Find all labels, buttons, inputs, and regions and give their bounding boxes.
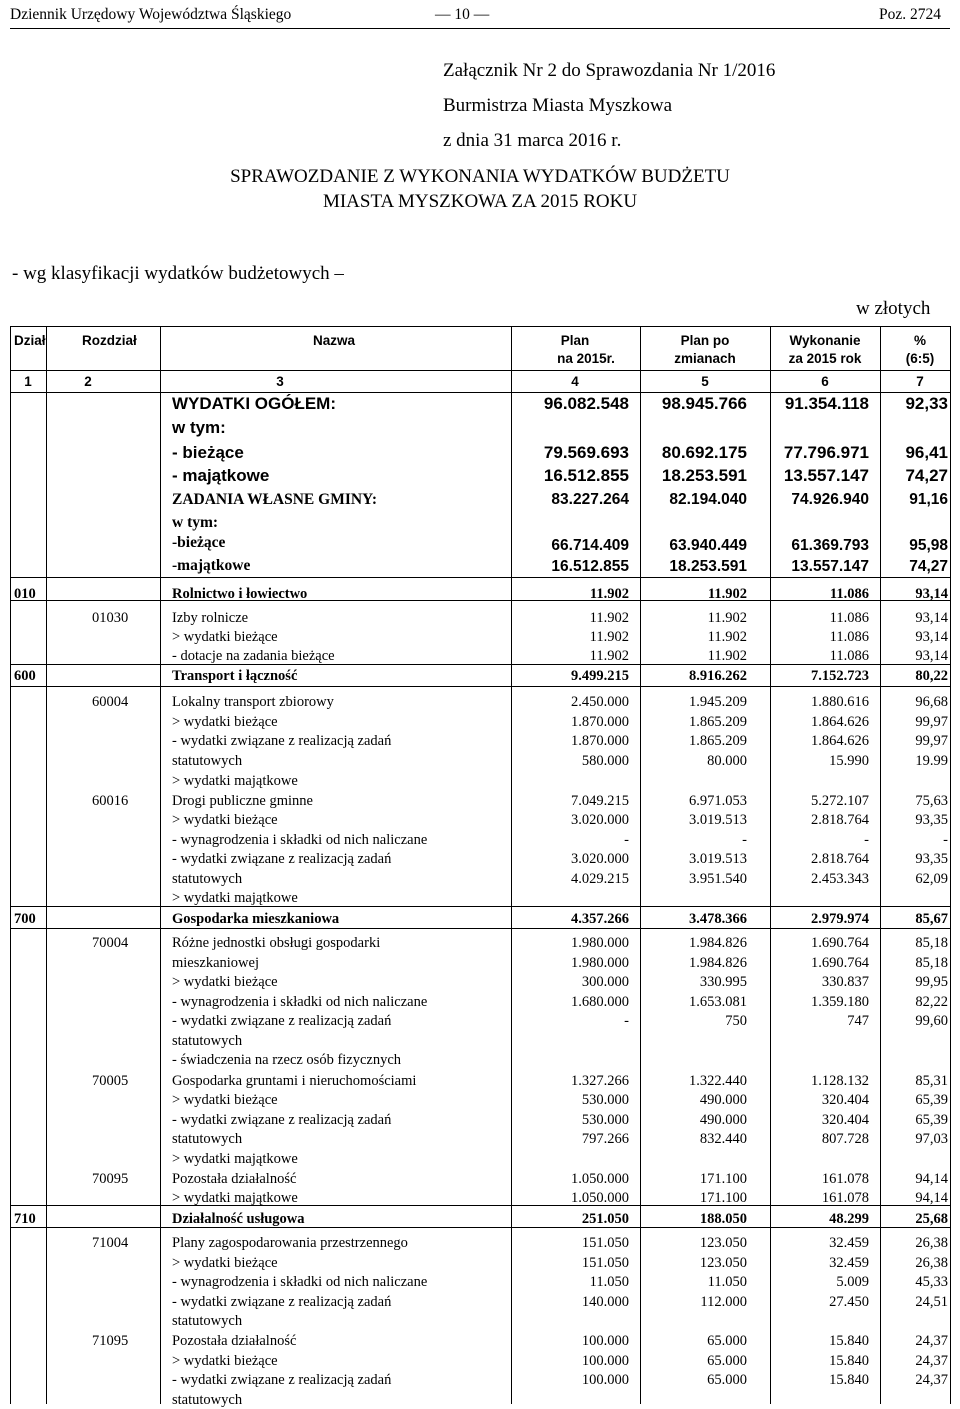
plan-po-value: 1.984.826 xyxy=(689,955,747,971)
wykonanie-value: 27.450 xyxy=(829,1294,869,1310)
row-name: > wydatki bieżące xyxy=(172,974,278,990)
table-rule xyxy=(10,370,950,371)
dzial-name: Transport i łączność xyxy=(172,668,298,684)
plan-po-value: 1.865.209 xyxy=(689,714,747,730)
plan-po-value: 1.322.440 xyxy=(689,1073,747,1089)
wykonanie-value: 15.840 xyxy=(829,1333,869,1349)
colnum-4: 4 xyxy=(571,374,579,389)
row-name: > wydatki bieżące xyxy=(172,714,278,730)
row-name: - wydatki związane z realizacją zadań xyxy=(172,1294,392,1310)
rozdzial-code: 60016 xyxy=(92,793,129,809)
majatkowe-percent: 74,27 xyxy=(905,466,948,485)
position-number: Poz. 2724 xyxy=(879,6,941,23)
total-plan-po: 98.945.766 xyxy=(661,394,747,413)
plan-po-value: 65.000 xyxy=(707,1353,747,1369)
plan-po-value: 750 xyxy=(725,1013,747,1029)
percent-value: 19.99 xyxy=(915,753,948,769)
percent-value: 93,14 xyxy=(915,586,948,602)
colnum-5: 5 xyxy=(701,374,709,389)
percent-value: 24,37 xyxy=(915,1372,948,1388)
percent-value: 80,22 xyxy=(915,668,948,684)
percent-value: 24,51 xyxy=(915,1294,948,1310)
header-nazwa: Nazwa xyxy=(313,333,356,348)
plan-value: 11.902 xyxy=(589,629,629,645)
plan-po-value: 3.019.513 xyxy=(689,812,747,828)
percent-value: 85,67 xyxy=(915,911,948,927)
row-name: - dotacje na zadania bieżące xyxy=(172,648,335,664)
plan-po-value: 65.000 xyxy=(707,1333,747,1349)
table-rule xyxy=(10,577,950,578)
colnum-1: 1 xyxy=(24,374,32,389)
row-name: statutowych xyxy=(172,871,243,887)
row-name: - wydatki związane z realizacją zadań xyxy=(172,1372,392,1388)
plan-po-value: 11.902 xyxy=(707,586,747,602)
plan-value: 4.357.266 xyxy=(571,911,629,927)
percent-value: 62,09 xyxy=(915,871,948,887)
table-rule xyxy=(10,1205,950,1206)
classification-note: - wg klasyfikacji wydatków budżetowych – xyxy=(12,263,344,284)
header-percent-formula: (6:5) xyxy=(905,351,935,366)
plan-value: 100.000 xyxy=(581,1353,629,1369)
total-biezace-label: - bieżące xyxy=(172,443,244,462)
zadania-majatkowe-label: -majątkowe xyxy=(172,557,251,574)
wykonanie-value: 2.818.764 xyxy=(811,812,869,828)
percent-value: 99,97 xyxy=(915,733,948,749)
row-name: Izby rolnicze xyxy=(172,610,249,626)
plan-value: 2.450.000 xyxy=(571,694,629,710)
plan-value: 1.980.000 xyxy=(571,935,629,951)
row-name: - wydatki związane z realizacją zadań xyxy=(172,851,392,867)
zm-percent: 74,27 xyxy=(909,558,948,575)
total-wtym: w tym: xyxy=(172,418,226,437)
wykonanie-value: 1.128.132 xyxy=(811,1073,869,1089)
colnum-7: 7 xyxy=(916,374,924,389)
dzial-code: 700 xyxy=(14,911,36,927)
plan-po-value: 490.000 xyxy=(699,1112,747,1128)
report-title-line-2: MIASTA MYSZKOWA ZA 2015 ROKU xyxy=(322,191,638,212)
wykonanie-value: 11.086 xyxy=(829,629,869,645)
plan-value: 1.980.000 xyxy=(571,955,629,971)
plan-value: - xyxy=(624,1013,629,1029)
majatkowe-plan: 16.512.855 xyxy=(543,466,629,485)
plan-value: 3.020.000 xyxy=(571,812,629,828)
dzial-code: 600 xyxy=(14,668,36,684)
majatkowe-wykonanie: 13.557.147 xyxy=(783,466,869,485)
zadania-percent: 91,16 xyxy=(909,491,948,508)
plan-po-value: 11.902 xyxy=(707,610,747,626)
wykonanie-value: 330.837 xyxy=(821,974,869,990)
wykonanie-value: 11.086 xyxy=(829,586,869,602)
plan-value: 11.902 xyxy=(589,648,629,664)
zadania-plan-po: 82.194.040 xyxy=(669,491,747,508)
table-rule xyxy=(10,664,950,665)
percent-value: 65,39 xyxy=(915,1112,948,1128)
plan-po-value: 11.902 xyxy=(707,648,747,664)
percent-value: 93,14 xyxy=(915,610,948,626)
plan-po-value: 123.050 xyxy=(699,1235,747,1251)
plan-po-value: 11.902 xyxy=(707,629,747,645)
wykonanie-value: 5.009 xyxy=(836,1274,869,1290)
percent-value: 96,68 xyxy=(915,694,948,710)
annex-line-3: z dnia 31 marca 2016 r. xyxy=(443,130,622,151)
table-column-rule xyxy=(511,326,512,1404)
rozdzial-code: 01030 xyxy=(92,610,129,626)
table-column-rule xyxy=(950,326,951,1404)
percent-value: 99,97 xyxy=(915,714,948,730)
plan-po-value: 11.050 xyxy=(707,1274,747,1290)
header-plan-zmianach: zmianach xyxy=(674,351,736,366)
row-name: - wydatki związane z realizacją zadań xyxy=(172,733,392,749)
row-name: Różne jednostki obsługi gospodarki xyxy=(172,935,381,951)
row-name: - wydatki związane z realizacją zadań xyxy=(172,1112,392,1128)
zadania-wykonanie: 74.926.940 xyxy=(791,491,869,508)
table-column-rule xyxy=(160,326,161,1404)
currency-unit: w złotych xyxy=(856,298,931,319)
wykonanie-value: - xyxy=(864,832,869,848)
wykonanie-value: 1.359.180 xyxy=(811,994,869,1010)
plan-po-value: 1.865.209 xyxy=(689,733,747,749)
plan-value: - xyxy=(624,832,629,848)
row-name: > wydatki bieżące xyxy=(172,1255,278,1271)
annex-line-1: Załącznik Nr 2 do Sprawozdania Nr 1/2016 xyxy=(443,60,776,81)
row-name: statutowych xyxy=(172,1392,243,1408)
wykonanie-value: 11.086 xyxy=(829,648,869,664)
row-name: > wydatki majątkowe xyxy=(172,1151,298,1167)
wykonanie-value: 2.979.974 xyxy=(811,911,869,927)
plan-po-value: 112.000 xyxy=(700,1294,747,1310)
biezace-plan: 79.569.693 xyxy=(543,443,629,462)
row-name: > wydatki bieżące xyxy=(172,629,278,645)
dzial-code: 710 xyxy=(14,1211,36,1227)
plan-po-value: 171.100 xyxy=(699,1190,747,1206)
percent-value: 93,35 xyxy=(915,812,948,828)
zm-plan: 16.512.855 xyxy=(551,558,629,575)
percent-value: 94,14 xyxy=(915,1171,948,1187)
plan-po-value: 1.945.209 xyxy=(689,694,747,710)
table-rule xyxy=(10,600,950,601)
table-rule xyxy=(10,1227,950,1228)
total-percent: 92,33 xyxy=(905,394,948,413)
rozdzial-code: 71095 xyxy=(92,1333,129,1349)
dzial-code: 010 xyxy=(14,586,36,602)
total-label: WYDATKI OGÓŁEM: xyxy=(172,394,336,413)
total-plan: 96.082.548 xyxy=(543,394,629,413)
colnum-6: 6 xyxy=(821,374,829,389)
header-dzial: Dział xyxy=(14,333,46,348)
plan-po-value: 832.440 xyxy=(699,1131,747,1147)
plan-value: 100.000 xyxy=(581,1372,629,1388)
total-wykonanie: 91.354.118 xyxy=(784,394,869,413)
plan-value: 140.000 xyxy=(581,1294,629,1310)
percent-value: 85,18 xyxy=(915,955,948,971)
plan-value: 530.000 xyxy=(581,1092,629,1108)
biezace-percent: 96,41 xyxy=(905,443,948,462)
plan-value: 580.000 xyxy=(581,753,629,769)
row-name: Drogi publiczne gminne xyxy=(172,793,313,809)
plan-value: 300.000 xyxy=(581,974,629,990)
plan-value: 797.266 xyxy=(581,1131,629,1147)
wykonanie-value: 807.728 xyxy=(821,1131,869,1147)
plan-value: 11.902 xyxy=(589,610,629,626)
zb-plan-po: 63.940.449 xyxy=(669,537,747,554)
row-name: Plany zagospodarowania przestrzennego xyxy=(172,1235,408,1251)
report-title-line-1: SPRAWOZDANIE Z WYKONANIA WYDATKÓW BUDŻETU xyxy=(230,166,730,187)
wykonanie-value: 1.864.626 xyxy=(811,733,869,749)
header-percent: % xyxy=(913,333,926,348)
rozdzial-code: 71004 xyxy=(92,1235,129,1251)
wykonanie-value: 7.152.723 xyxy=(811,668,869,684)
wykonanie-value: 2.453.343 xyxy=(811,871,869,887)
row-name: > wydatki majątkowe xyxy=(172,890,298,906)
plan-value: 7.049.215 xyxy=(571,793,629,809)
percent-value: 82,22 xyxy=(915,994,948,1010)
zb-wykonanie: 61.369.793 xyxy=(791,537,869,554)
table-rule xyxy=(10,686,950,687)
row-name: statutowych xyxy=(172,1313,243,1329)
dzial-name: Rolnictwo i łowiectwo xyxy=(172,586,308,602)
percent-value: 26,38 xyxy=(915,1235,948,1251)
row-name: - wynagrodzenia i składki od nich naliczane xyxy=(172,994,428,1010)
percent-value: 85,18 xyxy=(915,935,948,951)
percent-value: 25,68 xyxy=(915,1211,948,1227)
colnum-3: 3 xyxy=(276,374,284,389)
percent-value: 99,95 xyxy=(915,974,948,990)
zadania-wtym: w tym: xyxy=(172,514,219,531)
plan-value: 151.050 xyxy=(581,1255,629,1271)
plan-po-value: 80.000 xyxy=(707,753,747,769)
table-rule xyxy=(10,326,950,327)
wykonanie-value: 11.086 xyxy=(829,610,869,626)
row-name: Gospodarka gruntami i nieruchomościami xyxy=(172,1073,417,1089)
plan-value: 530.000 xyxy=(581,1112,629,1128)
plan-po-value: 171.100 xyxy=(699,1171,747,1187)
wykonanie-value: 320.404 xyxy=(821,1112,869,1128)
percent-value: - xyxy=(943,832,948,848)
plan-po-value: 3.478.366 xyxy=(689,911,747,927)
table-rule xyxy=(10,906,950,907)
row-name: > wydatki majątkowe xyxy=(172,773,298,789)
page-number: — 10 — xyxy=(435,6,490,23)
plan-value: 9.499.215 xyxy=(571,668,629,684)
row-name: - wynagrodzenia i składki od nich naliczane xyxy=(172,1274,428,1290)
row-name: > wydatki bieżące xyxy=(172,1353,278,1369)
plan-value: 1.870.000 xyxy=(571,733,629,749)
header-rozdzial: Rozdział xyxy=(82,333,137,348)
wykonanie-value: 320.404 xyxy=(821,1092,869,1108)
row-name: > wydatki bieżące xyxy=(172,812,278,828)
plan-value: 11.050 xyxy=(589,1274,629,1290)
plan-po-value: 330.995 xyxy=(699,974,747,990)
dzial-name: Gospodarka mieszkaniowa xyxy=(172,911,340,927)
row-name: statutowych xyxy=(172,753,243,769)
percent-value: 93,14 xyxy=(915,629,948,645)
wykonanie-value: 32.459 xyxy=(829,1255,869,1271)
table-rule xyxy=(10,928,950,929)
header-wykonanie: Wykonanie xyxy=(789,333,861,348)
zb-percent: 95,98 xyxy=(909,537,948,554)
zadania-biezace-label: -bieżące xyxy=(172,534,226,551)
plan-value: 1.870.000 xyxy=(571,714,629,730)
table-column-rule xyxy=(770,326,771,1404)
zb-plan: 66.714.409 xyxy=(551,537,629,554)
header-wykonanie-year: za 2015 rok xyxy=(788,351,862,366)
table-column-rule xyxy=(880,326,881,1404)
row-name: Pozostała działalność xyxy=(172,1171,297,1187)
plan-po-value: 123.050 xyxy=(699,1255,747,1271)
table-rule xyxy=(10,392,950,393)
wykonanie-value: 747 xyxy=(847,1013,869,1029)
rozdzial-code: 70004 xyxy=(92,935,129,951)
plan-value: 1.327.266 xyxy=(571,1073,629,1089)
plan-po-value: 3.951.540 xyxy=(689,871,747,887)
majatkowe-plan-po: 18.253.591 xyxy=(661,466,747,485)
row-name: - wynagrodzenia i składki od nich naliczane xyxy=(172,832,428,848)
percent-value: 99,60 xyxy=(915,1013,948,1029)
dzial-name: Działalność usługowa xyxy=(172,1211,305,1227)
rozdzial-code: 60004 xyxy=(92,694,129,710)
plan-po-value: 6.971.053 xyxy=(689,793,747,809)
plan-po-value: 3.019.513 xyxy=(689,851,747,867)
percent-value: 85,31 xyxy=(915,1073,948,1089)
row-name: > wydatki majątkowe xyxy=(172,1190,298,1206)
header-plan: Plan xyxy=(560,333,590,348)
table-column-rule xyxy=(640,326,641,1404)
total-majatkowe-label: - majątkowe xyxy=(172,466,270,485)
plan-po-value: 65.000 xyxy=(707,1372,747,1388)
annex-line-2: Burmistrza Miasta Myszkowa xyxy=(443,95,673,116)
plan-value: 151.050 xyxy=(581,1235,629,1251)
rozdzial-code: 70095 xyxy=(92,1171,129,1187)
zm-plan-po: 18.253.591 xyxy=(669,558,747,575)
wykonanie-value: 15.840 xyxy=(829,1372,869,1388)
percent-value: 97,03 xyxy=(915,1131,948,1147)
plan-value: 11.902 xyxy=(589,586,629,602)
wykonanie-value: 1.690.764 xyxy=(811,935,869,951)
percent-value: 24,37 xyxy=(915,1333,948,1349)
plan-value: 1.050.000 xyxy=(571,1171,629,1187)
percent-value: 75,63 xyxy=(915,793,948,809)
row-name: statutowych xyxy=(172,1131,243,1147)
plan-po-value: 1.984.826 xyxy=(689,935,747,951)
percent-value: 24,37 xyxy=(915,1353,948,1369)
header-plan-po: Plan po xyxy=(680,333,730,348)
plan-value: 1.050.000 xyxy=(571,1190,629,1206)
zm-wykonanie: 13.557.147 xyxy=(791,558,869,575)
journal-title: Dziennik Urzędowy Województwa Śląskiego xyxy=(10,6,292,23)
wykonanie-value: 161.078 xyxy=(821,1190,869,1206)
percent-value: 65,39 xyxy=(915,1092,948,1108)
wykonanie-value: 1.864.626 xyxy=(811,714,869,730)
percent-value: 94,14 xyxy=(915,1190,948,1206)
percent-value: 26,38 xyxy=(915,1255,948,1271)
zadania-label: ZADANIA WŁASNE GMINY: xyxy=(172,491,377,508)
plan-po-value: 8.916.262 xyxy=(689,668,747,684)
plan-value: 100.000 xyxy=(581,1333,629,1349)
percent-value: 93,35 xyxy=(915,851,948,867)
plan-po-value: 1.653.081 xyxy=(689,994,747,1010)
percent-value: 45,33 xyxy=(915,1274,948,1290)
wykonanie-value: 15.990 xyxy=(829,753,869,769)
plan-po-value: - xyxy=(742,832,747,848)
row-name: statutowych xyxy=(172,1033,243,1049)
wykonanie-value: 15.840 xyxy=(829,1353,869,1369)
percent-value: 93,14 xyxy=(915,648,948,664)
biezace-plan-po: 80.692.175 xyxy=(661,443,747,462)
plan-value: 3.020.000 xyxy=(571,851,629,867)
rozdzial-code: 70005 xyxy=(92,1073,129,1089)
header-plan-year: na 2015r. xyxy=(557,351,615,366)
row-name: Pozostała działalność xyxy=(172,1333,297,1349)
plan-value: 1.680.000 xyxy=(571,994,629,1010)
row-name: mieszkaniowej xyxy=(172,955,259,971)
row-name: - wydatki związane z realizacją zadań xyxy=(172,1013,392,1029)
table-column-rule xyxy=(10,326,11,1404)
zadania-plan: 83.227.264 xyxy=(551,491,629,508)
wykonanie-value: 161.078 xyxy=(821,1171,869,1187)
plan-po-value: 490.000 xyxy=(699,1092,747,1108)
wykonanie-value: 32.459 xyxy=(829,1235,869,1251)
row-name: - świadczenia na rzecz osób fizycznych xyxy=(172,1052,402,1068)
wykonanie-value: 5.272.107 xyxy=(811,793,869,809)
plan-value: 4.029.215 xyxy=(571,871,629,887)
plan-value: 251.050 xyxy=(581,1211,629,1227)
biezace-wykonanie: 77.796.971 xyxy=(783,443,869,462)
table-column-rule xyxy=(46,326,47,1404)
wykonanie-value: 48.299 xyxy=(829,1211,869,1227)
row-name: > wydatki bieżące xyxy=(172,1092,278,1108)
plan-po-value: 188.050 xyxy=(699,1211,747,1227)
wykonanie-value: 1.690.764 xyxy=(811,955,869,971)
header-rule xyxy=(10,28,950,29)
wykonanie-value: 1.880.616 xyxy=(811,694,869,710)
colnum-2: 2 xyxy=(84,374,92,389)
row-name: Lokalny transport zbiorowy xyxy=(172,694,334,710)
wykonanie-value: 2.818.764 xyxy=(811,851,869,867)
